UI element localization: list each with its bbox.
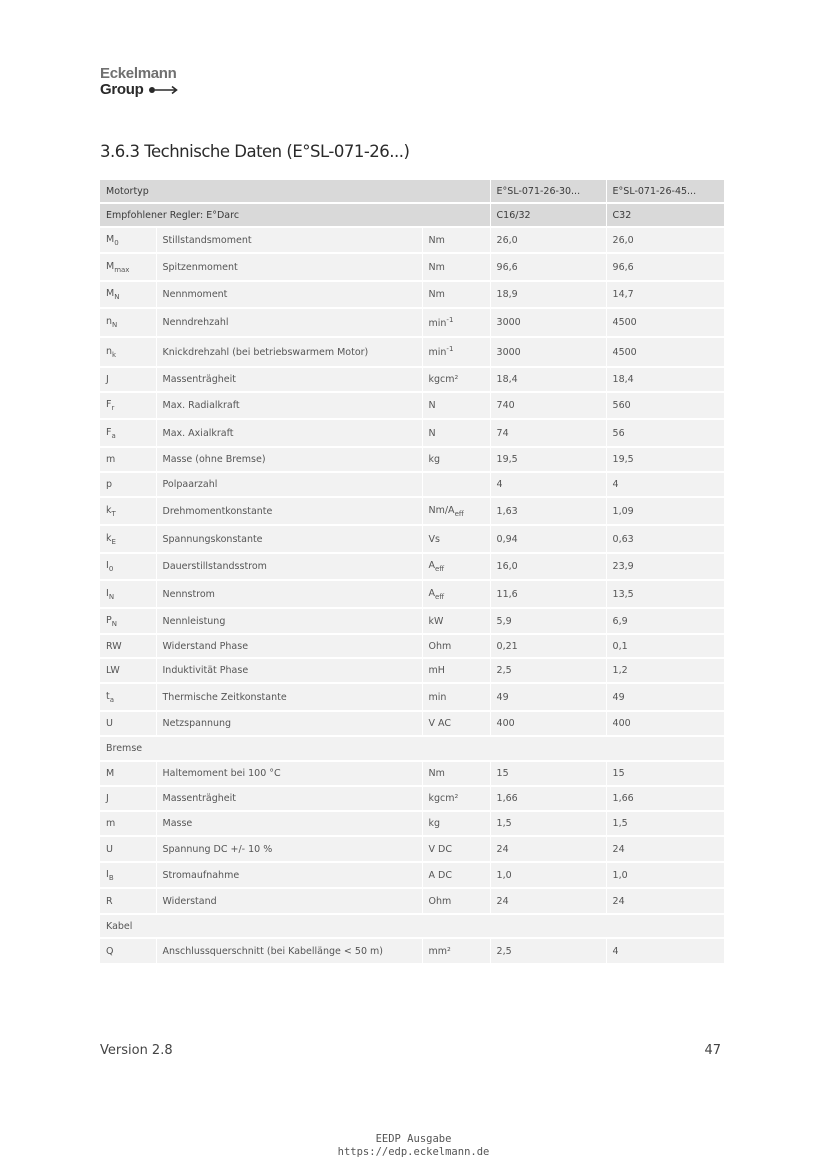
row-value-col1: 1,5	[490, 811, 606, 836]
technical-data-table	[100, 180, 725, 965]
symbol-subscript: a	[111, 431, 116, 440]
row-value-col2: 1,66	[606, 786, 724, 811]
row-value-col1: 18,9	[490, 281, 606, 308]
symbol-subscript: a	[109, 695, 115, 704]
header-col2: C32	[606, 203, 724, 227]
unit-main: kg	[428, 818, 441, 829]
row-unit	[422, 553, 490, 580]
row-symbol	[100, 367, 156, 392]
row-value-col1: 0,21	[490, 634, 606, 658]
symbol-subscript: N	[108, 592, 115, 601]
row-description: Stromaufnahme	[156, 862, 422, 888]
row-unit	[422, 888, 490, 914]
table-row	[100, 553, 724, 580]
row-value-col1: 1,63	[490, 497, 606, 525]
header-label: Empfohlener Regler: E°Darc	[100, 203, 490, 227]
symbol-main: F	[106, 426, 112, 438]
logo-text-eckelmann: Eckelmann	[100, 65, 177, 82]
row-value-col2: 13,5	[606, 580, 724, 608]
row-unit	[422, 761, 490, 786]
unit-main: A	[428, 560, 435, 572]
row-description: Nennstrom	[156, 580, 422, 608]
row-value-col2: 49	[606, 683, 724, 711]
row-value-col1: 1,0	[490, 862, 606, 888]
row-symbol	[100, 761, 156, 786]
symbol-subscript: 0	[108, 564, 114, 573]
row-symbol	[100, 227, 156, 253]
row-value-col1: 3000	[490, 337, 606, 367]
row-value-col2: 18,4	[606, 367, 724, 392]
symbol-main: P	[106, 614, 112, 626]
row-description: Widerstand	[156, 888, 422, 914]
symbol-main: m	[106, 454, 116, 465]
table-row	[100, 761, 724, 786]
print-footer	[0, 1133, 827, 1159]
table-row	[100, 472, 724, 497]
row-description: Spannungskonstante	[156, 525, 422, 553]
row-value-col1: 5,9	[490, 608, 606, 634]
table-row	[100, 525, 724, 553]
row-value-col1: 740	[490, 392, 606, 419]
symbol-main: I	[106, 868, 109, 880]
row-unit	[422, 811, 490, 836]
row-description: Masse (ohne Bremse)	[156, 447, 422, 472]
row-symbol	[100, 938, 156, 964]
row-unit	[422, 525, 490, 553]
row-description: Max. Axialkraft	[156, 419, 422, 447]
table-row	[100, 888, 724, 914]
symbol-main: I	[106, 587, 109, 599]
row-unit	[422, 367, 490, 392]
section-label: Kabel	[100, 914, 724, 938]
row-unit	[422, 786, 490, 811]
unit-main: Vs	[428, 533, 440, 545]
symbol-main: M	[106, 233, 115, 245]
row-description: Stillstandsmoment	[156, 227, 422, 253]
table-section-row	[100, 736, 724, 761]
symbol-main: J	[106, 374, 109, 385]
row-symbol	[100, 580, 156, 608]
row-value-col2: 4	[606, 472, 724, 497]
table-row	[100, 683, 724, 711]
unit-superscript: -1	[446, 345, 454, 354]
unit-main: kg	[428, 454, 441, 465]
row-unit	[422, 608, 490, 634]
unit-main: kgcm²	[428, 374, 459, 385]
row-description: Drehmomentkonstante	[156, 497, 422, 525]
symbol-main: p	[106, 479, 113, 490]
row-symbol	[100, 419, 156, 447]
row-symbol	[100, 634, 156, 658]
table-row	[100, 658, 724, 683]
row-value-col2: 19,5	[606, 447, 724, 472]
row-value-col1: 26,0	[490, 227, 606, 253]
row-value-col2: 1,09	[606, 497, 724, 525]
row-symbol	[100, 281, 156, 308]
unit-main: Nm/A	[428, 504, 455, 516]
row-symbol	[100, 472, 156, 497]
row-value-col1: 11,6	[490, 580, 606, 608]
table-row	[100, 711, 724, 736]
row-unit	[422, 580, 490, 608]
page-number: 47	[704, 1043, 721, 1058]
unit-main: A	[428, 587, 435, 599]
table-row	[100, 227, 724, 253]
row-description: Thermische Zeitkonstante	[156, 683, 422, 711]
row-description: Induktivität Phase	[156, 658, 422, 683]
row-description: Knickdrehzahl (bei betriebswarmem Motor)	[156, 337, 422, 367]
symbol-subscript: E	[111, 537, 116, 546]
symbol-subscript: N	[112, 320, 118, 329]
table-row	[100, 367, 724, 392]
row-description: Spannung DC +/- 10 %	[156, 836, 422, 862]
row-description: Massenträgheit	[156, 786, 422, 811]
unit-subscript: eff	[435, 564, 445, 573]
row-value-col2: 14,7	[606, 281, 724, 308]
row-unit	[422, 308, 490, 337]
table-row	[100, 497, 724, 525]
row-description: Haltemoment bei 100 °C	[156, 761, 422, 786]
row-unit	[422, 938, 490, 964]
row-symbol	[100, 253, 156, 281]
row-symbol	[100, 862, 156, 888]
table-row	[100, 253, 724, 281]
row-unit	[422, 227, 490, 253]
symbol-main: n	[106, 316, 113, 328]
row-description: Anschlussquerschnitt (bei Kabellänge < 50 m)	[156, 938, 422, 964]
row-unit	[422, 281, 490, 308]
row-value-col2: 560	[606, 392, 724, 419]
symbol-subscript: 0	[114, 238, 119, 247]
row-value-col2: 4500	[606, 308, 724, 337]
table-row	[100, 811, 724, 836]
row-unit	[422, 472, 490, 497]
unit-subscript: eff	[454, 509, 464, 518]
row-unit	[422, 447, 490, 472]
row-value-col2: 24	[606, 836, 724, 862]
unit-main: kW	[428, 615, 444, 627]
row-symbol	[100, 525, 156, 553]
row-symbol	[100, 392, 156, 419]
unit-main: Nm	[428, 768, 445, 779]
print-footer-url: https://edp.eckelmann.de	[337, 1146, 490, 1158]
symbol-main: m	[106, 818, 116, 829]
row-unit	[422, 711, 490, 736]
table-section-row	[100, 914, 724, 938]
section-label: Bremse	[100, 736, 724, 761]
unit-main: A DC	[428, 869, 452, 881]
symbol-main: LW	[106, 665, 120, 676]
header-label: Motortyp	[100, 180, 490, 203]
row-description: Max. Radialkraft	[156, 392, 422, 419]
unit-main: V DC	[428, 843, 452, 855]
arrow-right-icon	[148, 85, 180, 95]
row-value-col2: 23,9	[606, 553, 724, 580]
symbol-main: Q	[106, 945, 114, 957]
table-header-row	[100, 203, 724, 227]
symbol-subscript: k	[112, 350, 117, 359]
row-symbol	[100, 658, 156, 683]
row-value-col1: 49	[490, 683, 606, 711]
document-version: Version 2.8	[100, 1043, 173, 1058]
row-value-col1: 19,5	[490, 447, 606, 472]
row-value-col1: 400	[490, 711, 606, 736]
row-unit	[422, 836, 490, 862]
row-value-col1: 1,66	[490, 786, 606, 811]
symbol-subscript: B	[108, 873, 114, 882]
row-description: Dauerstillstandsstrom	[156, 553, 422, 580]
row-value-col2: 0,63	[606, 525, 724, 553]
row-unit	[422, 658, 490, 683]
row-description: Widerstand Phase	[156, 634, 422, 658]
unit-subscript: eff	[435, 592, 445, 601]
row-description: Nennmoment	[156, 281, 422, 308]
row-description: Nennleistung	[156, 608, 422, 634]
unit-main: min	[428, 691, 447, 703]
row-value-col2: 15	[606, 761, 724, 786]
row-value-col1: 24	[490, 836, 606, 862]
table-row	[100, 337, 724, 367]
table-header-row	[100, 180, 724, 203]
row-value-col2: 96,6	[606, 253, 724, 281]
row-value-col2: 1,2	[606, 658, 724, 683]
unit-main: Nm	[428, 234, 445, 246]
unit-main: Ohm	[428, 640, 452, 652]
unit-superscript: -1	[446, 315, 454, 324]
row-symbol	[100, 337, 156, 367]
row-unit	[422, 337, 490, 367]
logo-text-group: Group	[100, 81, 144, 98]
row-value-col2: 4500	[606, 337, 724, 367]
row-symbol	[100, 608, 156, 634]
row-symbol	[100, 811, 156, 836]
row-symbol	[100, 308, 156, 337]
unit-main: min	[428, 347, 447, 359]
symbol-main: I	[106, 560, 109, 572]
table-row	[100, 281, 724, 308]
row-description: Nenndrehzahl	[156, 308, 422, 337]
table-row	[100, 580, 724, 608]
symbol-subscript: max	[114, 265, 130, 274]
row-value-col1: 4	[490, 472, 606, 497]
row-value-col1: 18,4	[490, 367, 606, 392]
row-value-col1: 15	[490, 761, 606, 786]
symbol-main: k	[106, 532, 112, 544]
table-row	[100, 836, 724, 862]
unit-main: N	[428, 400, 436, 411]
symbol-main: F	[106, 399, 112, 411]
row-unit	[422, 862, 490, 888]
row-value-col2: 56	[606, 419, 724, 447]
row-value-col1: 96,6	[490, 253, 606, 281]
header-col1: C16/32	[490, 203, 606, 227]
row-value-col1: 74	[490, 419, 606, 447]
row-unit	[422, 497, 490, 525]
unit-main: min	[428, 318, 447, 330]
section-title: 3.6.3 Technische Daten (E°SL-071-26...)	[100, 142, 410, 161]
row-unit	[422, 253, 490, 281]
table-row	[100, 308, 724, 337]
table-row	[100, 634, 724, 658]
row-value-col1: 2,5	[490, 938, 606, 964]
row-description: Masse	[156, 811, 422, 836]
row-description: Polpaarzahl	[156, 472, 422, 497]
row-symbol	[100, 497, 156, 525]
row-value-col2: 26,0	[606, 227, 724, 253]
row-unit	[422, 419, 490, 447]
symbol-main: RW	[106, 640, 122, 652]
unit-main: Ohm	[428, 895, 452, 907]
row-unit	[422, 634, 490, 658]
symbol-main: U	[106, 843, 113, 855]
row-symbol	[100, 447, 156, 472]
table-row	[100, 786, 724, 811]
row-description: Spitzenmoment	[156, 253, 422, 281]
symbol-main: k	[106, 504, 112, 516]
symbol-main: t	[106, 690, 110, 702]
company-logo	[100, 66, 180, 98]
row-value-col2: 0,1	[606, 634, 724, 658]
row-value-col1: 3000	[490, 308, 606, 337]
table-row	[100, 608, 724, 634]
row-value-col2: 4	[606, 938, 724, 964]
row-value-col2: 24	[606, 888, 724, 914]
unit-main: mm²	[428, 945, 451, 957]
unit-main: mH	[428, 665, 445, 676]
symbol-subscript: N	[111, 619, 117, 628]
unit-main: Nm	[428, 289, 445, 300]
header-col2: E°SL-071-26-45...	[606, 180, 724, 203]
row-symbol	[100, 888, 156, 914]
row-description: Netzspannung	[156, 711, 422, 736]
row-value-col1: 16,0	[490, 553, 606, 580]
symbol-main: n	[106, 345, 113, 357]
row-description: Massenträgheit	[156, 367, 422, 392]
row-value-col1: 24	[490, 888, 606, 914]
row-value-col2: 6,9	[606, 608, 724, 634]
symbol-main: M	[106, 260, 115, 272]
table-row	[100, 392, 724, 419]
row-value-col1: 0,94	[490, 525, 606, 553]
row-value-col2: 400	[606, 711, 724, 736]
symbol-main: R	[106, 895, 113, 907]
unit-main: N	[428, 427, 436, 439]
symbol-main: J	[106, 793, 109, 804]
table-row	[100, 862, 724, 888]
row-value-col1: 2,5	[490, 658, 606, 683]
row-symbol	[100, 711, 156, 736]
table-row	[100, 447, 724, 472]
symbol-subscript: N	[114, 292, 120, 301]
row-value-col2: 1,5	[606, 811, 724, 836]
unit-main: Nm	[428, 261, 445, 273]
row-symbol	[100, 786, 156, 811]
symbol-main: M	[106, 768, 115, 779]
row-unit	[422, 683, 490, 711]
symbol-subscript: T	[111, 509, 116, 518]
row-symbol	[100, 836, 156, 862]
symbol-subscript: r	[111, 403, 115, 412]
symbol-main: M	[106, 288, 115, 300]
row-symbol	[100, 553, 156, 580]
row-symbol	[100, 683, 156, 711]
print-footer-title: EEDP Ausgabe	[375, 1133, 452, 1145]
row-unit	[422, 392, 490, 419]
row-value-col2: 1,0	[606, 862, 724, 888]
symbol-main: U	[106, 718, 113, 729]
header-col1: E°SL-071-26-30...	[490, 180, 606, 203]
table-row	[100, 938, 724, 964]
table-row	[100, 419, 724, 447]
unit-main: kgcm²	[428, 793, 459, 804]
unit-main: V AC	[428, 718, 451, 729]
